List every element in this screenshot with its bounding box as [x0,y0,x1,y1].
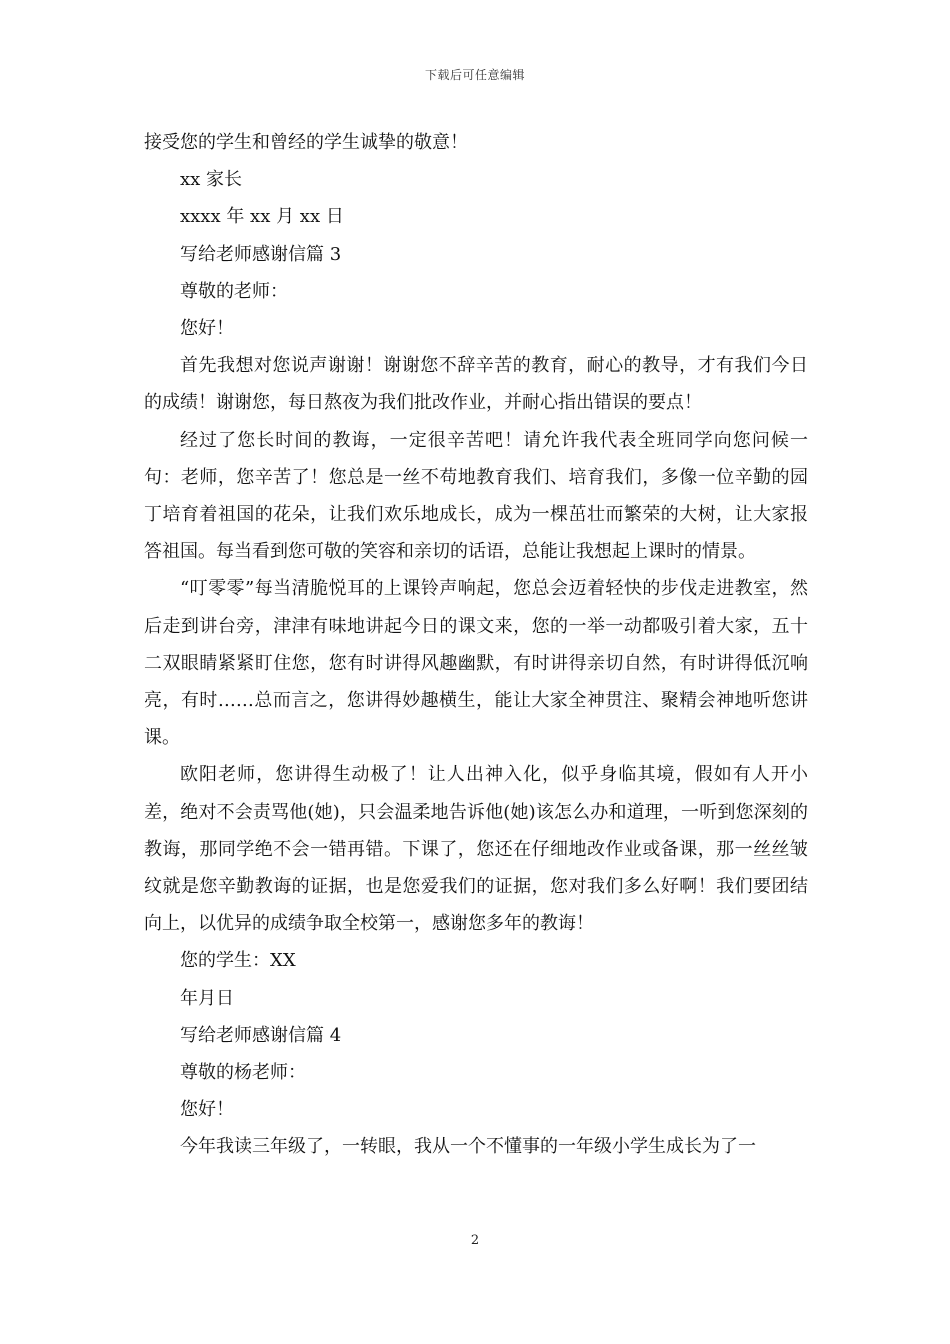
letter-title-4: 写给老师感谢信篇 4 [180,1024,342,1046]
page-header: 下载后可任意编辑 [424,68,525,82]
letter-date: xxxx 年 xx 月 xx 日 [180,206,344,228]
signature-student: 您的学生：XX [180,950,296,972]
letter-title-3: 写给老师感谢信篇 3 [180,243,342,265]
greeting: 您好！ [180,318,234,340]
page-number: 2 [470,1233,480,1248]
paragraph: “叮零零”每当清脆悦耳的上课铃声响起，您总会迈着轻快的步伐走进教室，然后走到讲台旁，津津有味地讲起今日的课文来，您的一举一动都吸引着大家，五十二双眼睛紧紧盯住您，您有时讲得风趣幽默，有时讲得亲切自然，有时讲得低沉响亮，有时……总而言之，您讲得妙趣横生，能让大家全神贯注、聚精会神地听您讲课。 [144,578,808,749]
paragraph: 欧阳老师，您讲得生动极了！让人出神入化，似乎身临其境，假如有人开小差，绝对不会责骂他(她)，只会温柔地告诉他(她)该怎么办和道理，一听到您深刻的教诲，那同学绝不会一错再错。下课了，您还在仔细地改作业或备课，那一丝丝皱纹就是您辛勤教诲的证据，也是您爱我们的证据，您对我们多么好啊！我们要团结向上，以优异的成绩争取全校第一，感谢您多年的教诲！ [144,764,808,935]
closing-line: 接受您的学生和曾经的学生诚挚的敬意！ [144,132,468,153]
paragraph: 今年我读三年级了，一转眼，我从一个不懂事的一年级小学生成长为了一 [180,1136,756,1158]
salutation: 尊敬的杨老师： [180,1062,306,1084]
paragraph: 首先我想对您说声谢谢！谢谢您不辞辛苦的教育，耐心的教导，才有我们今日的成绩！谢谢您，每日熬夜为我们批改作业，并耐心指出错误的要点！ [144,355,808,414]
document-body [144,124,808,1166]
signature-parent: xx 家长 [180,169,243,191]
greeting: 您好！ [180,1099,234,1121]
letter-date: 年月日 [180,987,234,1009]
salutation: 尊敬的老师： [180,280,288,302]
paragraph: 经过了您长时间的教诲，一定很辛苦吧！请允许我代表全班同学向您问候一句：老师，您辛苦了！您总是一丝不苟地教育我们、培育我们，多像一位辛勤的园丁培育着祖国的花朵，让我们欢乐地成长，成为一棵茁壮而繁荣的大树，让大家报答祖国。每当看到您可敬的笑容和亲切的话语，总能让我想起上课时的情景。 [144,429,808,563]
